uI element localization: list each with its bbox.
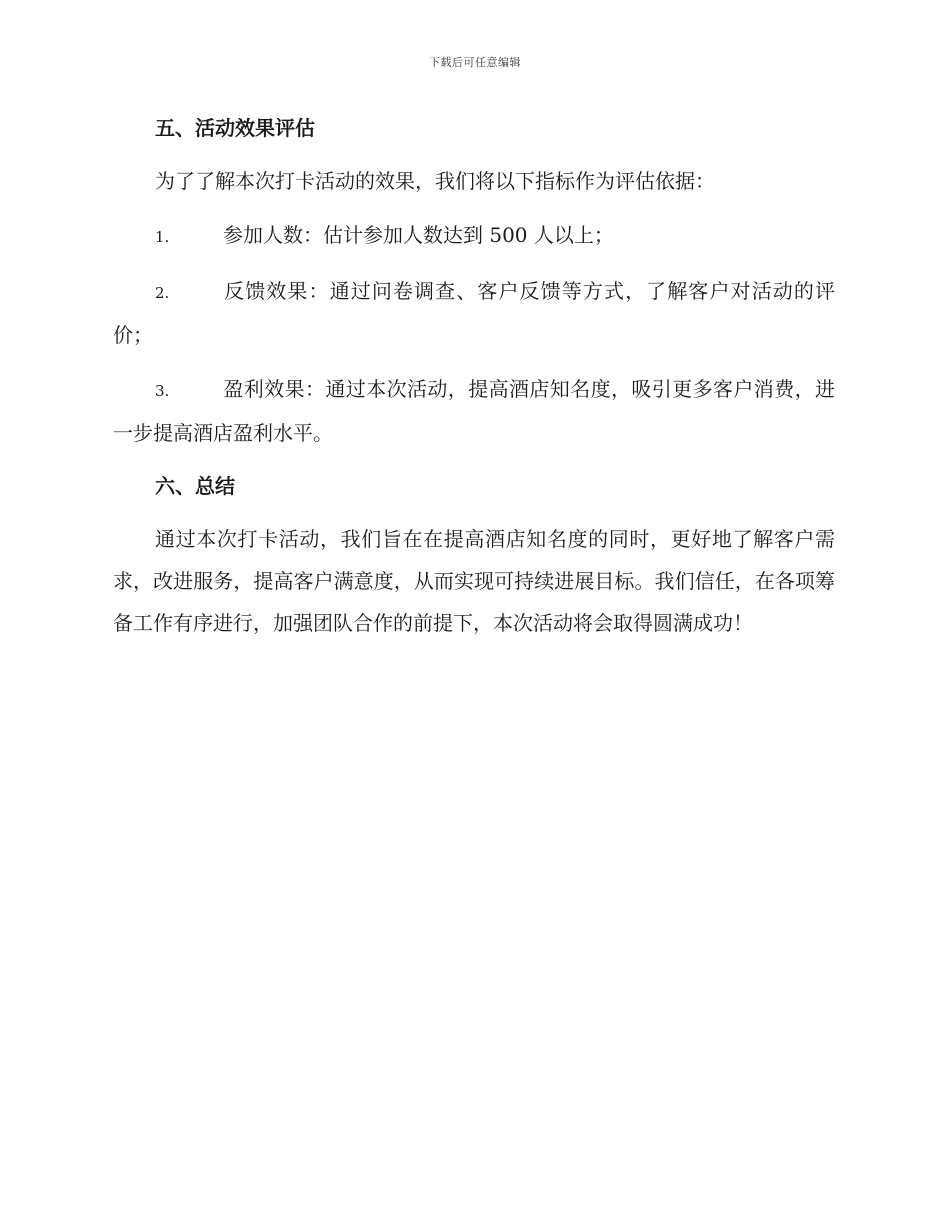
section-6-body: 通过本次打卡活动，我们旨在在提高酒店知名度的同时，更好地了解客户需求，改进服务，提高客户满意度，从而实现可持续进展目标。我们信任，在各项筹备工作有序进行，加强团队合作的前提下，本次活动将会取得圆满成功！ bbox=[113, 527, 835, 635]
list-item bbox=[113, 270, 835, 356]
section-6-title: 六、总结 bbox=[155, 474, 235, 498]
section-5-title: 五、活动效果评估 bbox=[155, 116, 315, 140]
list-item-text: 参加人数：估计参加人数达到 500 人以上； bbox=[223, 223, 614, 247]
list-item-text: 盈利效果：通过本次活动，提高酒店知名度，吸引更多客户消费，进一步提高酒店盈利水平。 bbox=[113, 377, 835, 445]
list-item bbox=[113, 368, 835, 454]
page-header: 下载后可任意编辑 bbox=[429, 56, 521, 69]
list-item-number: 2. bbox=[155, 284, 170, 302]
section-5-intro: 为了了解本次打卡活动的效果，我们将以下指标作为评估依据： bbox=[155, 169, 715, 193]
list-item bbox=[113, 214, 835, 258]
list-item-number: 1. bbox=[155, 228, 170, 246]
list-item-number: 3. bbox=[155, 382, 170, 400]
document-body bbox=[113, 108, 835, 656]
list-item-text: 反馈效果：通过问卷调查、客户反馈等方式，了解客户对活动的评价； bbox=[113, 279, 835, 347]
